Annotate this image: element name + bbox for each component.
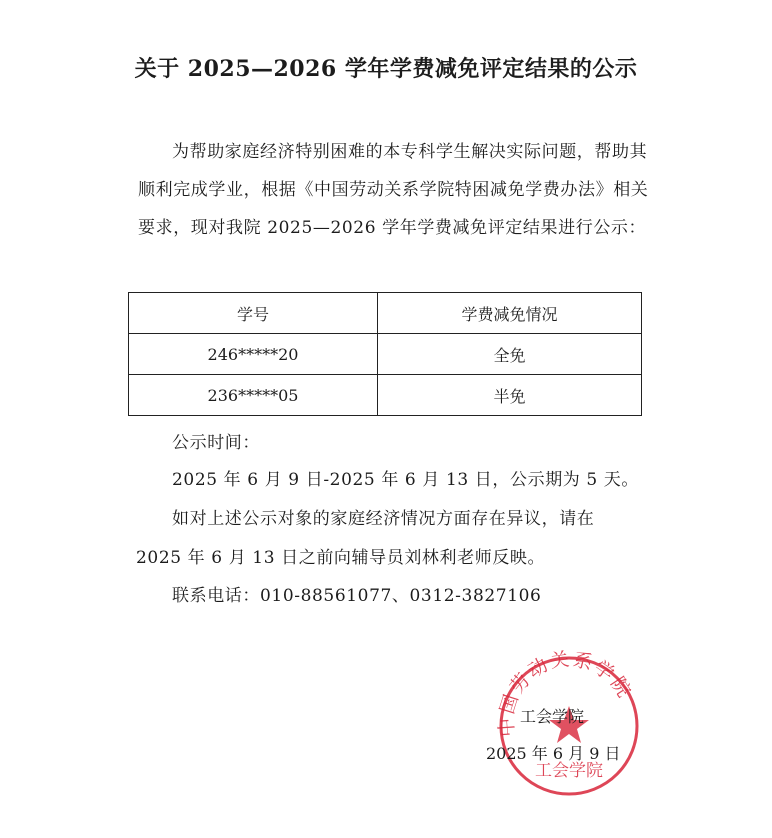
table-row (129, 375, 642, 416)
intro-paragraph (138, 133, 650, 247)
table-header-row (129, 293, 642, 334)
objection-line-2: 2025 年 6 月 13 日之前向辅导员刘林利老师反映。 (136, 548, 546, 568)
svg-text:工会学院: 工会学院 (535, 761, 603, 781)
intro-text: 为帮助家庭经济特别困难的本专科学生解决实际问题，帮助其顺利完成学业，根据《中国劳动关系学院特困减免学费办法》相关要求，现对我院 2025—2026 学年学费减免评定结果进行公示： (138, 142, 649, 238)
table-row (129, 334, 642, 375)
cell-student-id: 246*****20 (129, 334, 378, 375)
cell-reduction: 全免 (378, 334, 642, 375)
contact-line: 联系电话：010-88561077、0312-3827106 (172, 586, 542, 606)
signature-org: 工会学院 (520, 707, 585, 726)
period-label: 公示时间： (172, 433, 260, 453)
period-text: 2025 年 6 月 9 日-2025 年 6 月 13 日，公示期为 5 天。 (172, 470, 640, 490)
header-student-id: 学号 (129, 293, 378, 334)
cell-student-id: 236*****05 (129, 375, 378, 416)
document-title: 关于 2025—2026 学年学费减免评定结果的公示 (134, 56, 638, 82)
objection-line-1: 如对上述公示对象的家庭经济情况方面存在异议，请在 (172, 509, 595, 529)
cell-reduction: 半免 (378, 375, 642, 416)
signature-date: 2025 年 6 月 9 日 (486, 744, 621, 763)
svg-text:中国劳动关系学院: 中国劳动关系学院 (495, 648, 636, 738)
results-table (128, 292, 642, 416)
header-reduction: 学费减免情况 (378, 293, 642, 334)
